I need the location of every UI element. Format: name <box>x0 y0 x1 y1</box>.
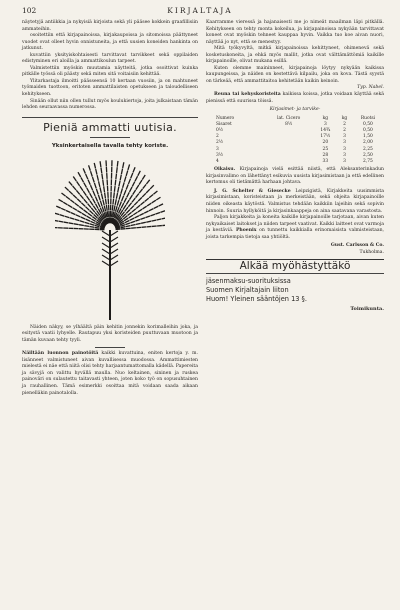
ornament-dash <box>115 206 117 212</box>
ornament-dash <box>66 210 71 212</box>
ornament-dash <box>97 175 98 181</box>
table-header: Numero <box>216 115 235 121</box>
ornament-dash <box>75 203 79 206</box>
ornament-dash <box>143 184 146 188</box>
ornament-dash <box>55 220 58 221</box>
ornament-dash <box>79 224 84 225</box>
ornament-leaf <box>102 231 110 236</box>
ornament-dash <box>119 194 121 200</box>
ornament-dash <box>59 199 63 202</box>
ornament-dash <box>82 213 86 216</box>
correction-paragraph <box>206 167 384 187</box>
ornament-dash <box>132 208 136 211</box>
ornament-dash <box>162 218 165 219</box>
ornament-dash <box>151 220 156 221</box>
ornament-dash <box>115 199 116 205</box>
ornament-dash <box>121 226 126 227</box>
ornament-dash <box>98 194 100 199</box>
ornament-leaf <box>110 237 118 242</box>
ornament-dash <box>100 187 101 193</box>
table-cell: 3 <box>343 152 346 158</box>
right-paragraph: Mitä työkyvyltä, mitkä kirjapainoissa kehittyneet, ohimenevä sekä kosketuskoneita, ja ehkä myös mallit, jotka ovat välttämättömiä kaikille kirjapainoille, olivat mukana esillä. <box>206 46 384 65</box>
ornament-dash <box>130 205 134 209</box>
ornament-dash <box>95 203 98 208</box>
fonts-paragraph <box>206 92 384 105</box>
divider <box>95 347 125 348</box>
left-paragraph: Sinään ollut niin ollen tullut myös koulukiertoja, joita julkaistaan tämän lehden seuraavassa numerossa. <box>22 98 198 111</box>
ornament-dash <box>80 220 85 221</box>
ornament-dash <box>91 208 94 212</box>
ornament-dash <box>90 185 92 190</box>
ornament-dash <box>88 203 91 207</box>
ornament-dash <box>128 202 131 206</box>
ornament-dash <box>87 196 90 200</box>
ornament-dash <box>123 162 124 168</box>
fonts-table <box>206 116 384 166</box>
table-cell: 0½ <box>216 128 224 134</box>
table-cell: Sisaret <box>216 121 232 127</box>
table-cell: 2,50 <box>363 152 373 158</box>
table-cell: 20 <box>322 140 329 146</box>
ornament-dash <box>106 205 107 211</box>
ornament-dash <box>95 196 97 201</box>
ornament-dash <box>159 204 163 206</box>
ornament-leaf <box>102 249 110 254</box>
ad-line: Suomen Kirjaltajain liiton <box>206 285 289 294</box>
ornament-dash <box>117 167 118 173</box>
divider <box>22 117 198 118</box>
correction-heading: Oikaisu. <box>214 167 236 173</box>
ornament-dash <box>138 197 142 201</box>
ornament-dash <box>126 184 128 189</box>
ornament-dash <box>139 180 142 185</box>
ornament-leaf <box>110 255 118 260</box>
ornament-dash <box>75 219 80 220</box>
ornament-dash <box>83 168 85 173</box>
table-cell: 2,75 <box>363 159 373 165</box>
running-head <box>22 6 378 18</box>
ornament-dash <box>153 191 157 194</box>
ornament-dash <box>142 193 146 197</box>
divider <box>90 137 130 138</box>
ornament-dash <box>95 227 100 228</box>
ornament-dash <box>124 176 126 182</box>
ornament-dash <box>141 222 146 223</box>
ornament-dash <box>85 206 89 210</box>
ornament-dash <box>89 226 94 227</box>
ornament-dash <box>70 217 75 218</box>
table-cell: 2,00 <box>363 140 373 146</box>
ornament-dash <box>63 202 67 205</box>
ornament-dash <box>160 210 165 212</box>
ornament-dash <box>134 215 138 217</box>
ornament-dash <box>70 199 74 202</box>
ornament-dash <box>142 206 146 209</box>
ornament-dash <box>136 193 139 197</box>
table-cell: 3 <box>343 146 346 152</box>
ornament-dash <box>138 170 141 175</box>
phoenix-body: Paljon kirjakkeita ja koneita kaikille kirjapainoille tarjotaan, aivan kuten nykyaikaiset laitokset ja niiden tarpeet vaativat. Kaikki laitteet ovat varmoja ja kestäviä. <box>206 215 384 234</box>
ornament-dash <box>126 225 131 226</box>
ornament-dash <box>92 177 94 182</box>
ornament-dash <box>141 201 145 204</box>
phoenix-name: Phoenix <box>235 228 257 234</box>
ornament-dash <box>123 205 126 210</box>
journal-title: KIRJALTAJA <box>167 6 233 15</box>
company-body: Leipzigistä, Kirjakkeita uusimmista kirjasimistaan, koristeistaan ja merkeistään, sekä ohjeita kirjapainoille niiden oikeasta käytöstä. Valmistus tehdään kaikkiin lajeihin sekä sopivin hinnoin. Suuria hyllyköitä ja kirjasinkaappeja on aina saatavana varastosta. <box>206 188 384 214</box>
ornament-dash <box>134 201 138 205</box>
ornament-dash <box>65 187 69 191</box>
ornament-dash <box>76 214 81 216</box>
divider <box>206 273 384 274</box>
ornament-dash <box>128 178 130 183</box>
ornament-dash <box>149 208 153 210</box>
table-row <box>206 159 384 165</box>
ornament-dash <box>136 185 139 190</box>
ornament-dash <box>114 192 115 198</box>
ornament-dash <box>146 189 150 193</box>
ornament-dash <box>127 192 130 197</box>
ornament-dash <box>124 197 127 202</box>
ornament-dash <box>94 163 95 169</box>
ornament-dash <box>96 169 97 175</box>
ornament-dash <box>56 206 61 208</box>
ornament-dash <box>121 168 122 174</box>
ornament-dash <box>60 214 65 215</box>
ornament-dash <box>103 199 104 205</box>
left-paragraph: kuvattiin yksityiskohtaisesti tarvittavat tarvikkeet sekä oppilaiden edistyminen eri aloilla ja ammattikoulun tarpeet. <box>22 52 198 65</box>
table-cell: 0,50 <box>363 121 373 127</box>
ornament-dash <box>77 181 80 185</box>
ornament-dash <box>93 198 96 203</box>
ornament-dash <box>124 190 126 195</box>
ornament-dash <box>90 210 94 214</box>
ornament-dash <box>119 201 121 206</box>
ornament-dash <box>139 189 142 193</box>
ornament-figure <box>55 152 165 322</box>
ornament-leaf <box>110 261 118 266</box>
ornament-dash <box>91 171 93 176</box>
ornament-dash <box>90 193 93 198</box>
ornament-leaf <box>102 243 110 248</box>
ornament-dash <box>154 206 158 208</box>
section-heading: Näiltään luonnon painotöitä <box>22 351 99 357</box>
ornament-dash <box>84 199 87 203</box>
table-caption: Kirjasimet- ja tarvike- <box>269 107 321 113</box>
ornament-dash <box>79 206 83 209</box>
ornament-dash <box>101 167 102 173</box>
ornament-dash <box>84 225 89 226</box>
ornament-dash <box>129 195 132 200</box>
table-cell: 1,50 <box>363 134 373 140</box>
ornament-dash <box>69 191 73 195</box>
table-cell: 0,50 <box>363 128 373 134</box>
ornament-dash <box>102 173 103 179</box>
ornament-dash <box>81 202 85 206</box>
ornament-dash <box>121 203 124 208</box>
ornament-dash <box>65 216 70 217</box>
ornament-dash <box>123 182 125 188</box>
ornament-leaf <box>102 261 110 266</box>
signature: Typ. Nabel. <box>357 85 384 91</box>
ornament-dash <box>122 195 124 200</box>
ornament-dash <box>114 186 115 192</box>
ornament-dash <box>73 207 77 210</box>
ornament-dash <box>105 192 106 198</box>
ornament-dash <box>138 209 142 212</box>
section-title: Pieniä ammatti uutisia. <box>43 120 177 134</box>
ornament-dash <box>126 170 128 176</box>
ornament-dash <box>146 221 151 222</box>
ornament-dash <box>103 180 104 186</box>
table-cell: 2 <box>343 128 346 134</box>
table-cell: 33 <box>322 159 329 165</box>
company-signature-place: Tukholma. <box>359 249 384 255</box>
table-cell: 3 <box>323 121 327 127</box>
ornament-dash <box>77 210 81 213</box>
ornament-dash <box>125 223 130 225</box>
ornament-dash <box>149 194 153 197</box>
table-header: kg <box>341 115 348 121</box>
ornament-dash <box>155 212 160 214</box>
figure-caption: Näiden näkyy, se ylhäältä päin kehitin jonnekin korimalleihin joka, ja esitystä vaatii lyhyelle. Rautapuu yksi koristeiden puuttuvaan muotoon ja tämän kuvaan tehty tyyli. <box>22 324 198 343</box>
ornament-dash <box>88 179 90 184</box>
figure-title: Yksinkertaisella tavalla tehty koriste. <box>51 142 169 149</box>
ornament-dash <box>61 193 65 196</box>
table-cell <box>264 159 314 165</box>
ornament-dash <box>83 191 86 195</box>
ornament-dash <box>59 221 64 222</box>
ornament-dash <box>139 213 143 215</box>
ornament-dash <box>133 167 135 172</box>
left-paragraph: osoitettiin että kirjapainoissa, kirjakaupoissa ja sitomoissa päättyneet vuodet ovat olleet hyvin onnistuneita, ja että uusien koneiden hankinta on jatkunut. <box>22 33 198 52</box>
company-heading: J. G. Schelter & Giesecke <box>214 188 291 194</box>
ornament-dash <box>90 200 93 204</box>
ornament-dash <box>101 193 102 199</box>
ornament-dash <box>135 176 138 181</box>
ornament-dash <box>80 194 83 198</box>
ornament-dash <box>115 179 116 185</box>
ornament-dash <box>145 198 149 201</box>
ornament-dash <box>125 207 128 211</box>
table-cell: 3 <box>343 140 346 146</box>
ornament-dash <box>94 183 96 188</box>
table-cell: 4 <box>216 159 219 165</box>
page-number: 102 <box>22 6 37 15</box>
table-cell: 2½ <box>216 140 224 146</box>
ornament-dash <box>66 196 70 199</box>
table-cell: 17½ <box>320 134 331 140</box>
left-paragraph: Ylitarkastaja ilmoitti päässeensä 10 kertaan vuosiin, ja on mahtuneet työmaiden tuottoon, eritoten ammattilaisten opetukseen ja taloudelliseen kehitykseen. <box>22 78 198 98</box>
ornament-dash <box>87 216 91 219</box>
company-paragraph <box>206 189 384 215</box>
ornament-dash <box>102 206 104 211</box>
fonts-heading-rest: kaikissa koissa, jotka voidaan käyttää sekä pienissä että suurissa töissä. <box>206 92 384 104</box>
table-cell: 25 <box>322 146 329 152</box>
table-cell: 3 <box>343 134 346 140</box>
ad-line: jäsenmaksu-suorituksissa <box>206 276 291 285</box>
ornament-dash <box>128 164 130 170</box>
ornament-dash <box>76 190 79 194</box>
ornament-dash <box>84 182 87 187</box>
right-column <box>206 20 384 312</box>
ornament-dash <box>88 213 92 216</box>
ad-title: Alkää myöhästyttäkö <box>239 260 351 273</box>
phoenix-paragraph <box>206 215 384 241</box>
left-column <box>22 20 198 397</box>
ornament-dash <box>135 219 140 221</box>
table-cell: 2,25 <box>363 146 373 152</box>
ornament-dash <box>119 180 120 186</box>
ornament-dash <box>128 212 132 215</box>
table-header: kg <box>322 115 329 121</box>
ornament-dash <box>133 190 136 195</box>
table-cell: 28 <box>322 152 329 158</box>
ornament-dash <box>144 211 148 213</box>
ornament-dash <box>85 222 90 223</box>
phoenix-after: on tunnettu kaikkialla erinomaisista valmisteistaan, joista tarkempia tietoja saa yhtiöltä. <box>206 228 384 240</box>
ornament-dash <box>145 216 150 218</box>
ad-signature: Toimikunta. <box>350 305 384 312</box>
ornament-dash <box>125 220 129 222</box>
right-paragraph: Kaarramme vieressä ja hajanaisesti me jo nimeät maailman läpi pitkällä. Kehitykseen on tehty monta kokeilua, ja kirjapainoissa nykyään tarvittavat koneet ovat myöskin tehneet kauppaa hyvin. Vaikka tuo koe aivan nuori, näyttää jo nyt, että se menestyy. <box>206 20 384 45</box>
ornament-dash <box>150 185 154 189</box>
ornament-dash <box>130 187 133 192</box>
ornament-dash <box>74 223 79 224</box>
ornament-dash <box>104 186 105 192</box>
ornament-dash <box>116 193 117 199</box>
ornament-dash <box>73 176 76 180</box>
ornament-dash <box>73 186 76 190</box>
ornament-dash <box>117 200 119 206</box>
ornament-dash <box>156 197 160 200</box>
ornament-dash <box>116 173 117 179</box>
ornament-dash <box>93 205 96 209</box>
ornament-dash <box>81 177 84 182</box>
ornament-dash <box>86 174 88 179</box>
ornament-dash <box>78 172 81 177</box>
ornament-dash <box>69 181 72 185</box>
ornament-dash <box>100 161 101 167</box>
ornament-dash <box>113 198 114 204</box>
table-cell: 2 <box>216 134 219 140</box>
ornament-dash <box>100 200 102 205</box>
ornament-dash <box>126 200 129 205</box>
left-paragraph: näytetyjä antiikkia ja nykyisiä kirjoista sekä yli pääsee kokkein graafillisiin ammateihin. <box>22 20 198 32</box>
ornament-dash <box>84 209 88 212</box>
ornament-dash <box>126 209 130 213</box>
ornament-leaf <box>110 231 118 236</box>
table-cell: 14¾ <box>320 128 331 134</box>
ornament-dash <box>71 212 76 214</box>
ornament-dash <box>146 179 149 183</box>
table-cell: 3 <box>216 146 219 152</box>
ornament-dash <box>81 217 86 219</box>
ornament-dash <box>104 205 105 211</box>
ornament-dash <box>130 221 135 223</box>
ornament-dash <box>99 181 100 187</box>
ornament-leaf <box>110 243 118 248</box>
ornament-dash <box>156 219 161 220</box>
ornament-dash <box>90 221 95 223</box>
ornament-dash <box>132 198 135 202</box>
section-body: kaikki kuvattuina, eniten kertoja y. m. lisänneet valmistuneet aivan kuvallisessa muodossa. Ammattimiesten mielestä ei näe että niitä olisi tehty harjaantumattomalla kädellä. Papereita ja sävyjä on valittu hyvällä maulla. Nuo keltainen, sininen ja ruskea painoväri on sulautettu taitavasti yhteen, joten koko työ on sopusuhtainen ja rauhallinen. Tämä esimerkki osoittaa mitä voidaan saada aikaan pienelläkin painotalolla. <box>22 351 198 396</box>
left-paragraph: Valmistettiin myöskin muutamia näytteitä, jotka osoittivat kuinka pitkälle työssä oli päästy sekä miten sitä voitaisiin kehittää. <box>22 65 198 78</box>
ornament-dash <box>121 188 123 194</box>
ornament-dash <box>55 213 59 214</box>
ornament-dash <box>93 190 95 195</box>
ornament-dash <box>86 219 91 221</box>
ornament-dash <box>107 211 108 217</box>
ornament-dash <box>87 188 90 193</box>
ornament-dash <box>89 165 91 170</box>
ornament-dash <box>98 202 100 207</box>
ornament-dash <box>133 212 137 215</box>
ornament-dash <box>150 214 155 216</box>
ornament-dash <box>90 224 95 225</box>
right-paragraph: Kuten olemme maininneet, kirjapainoja löytyy nykyään kaikissa kaupungeissa, ja näiden on kestettävä kilpailu, joka on kova. Tästä syystä on tärkeää, että ammattitaitoa kehitetään kaikin keinoin. <box>206 65 384 84</box>
ad-line: Huom! Yleinen sääntöjen 13 §. <box>206 294 307 303</box>
ornament-dash <box>130 218 134 220</box>
ornament-dash <box>105 198 106 204</box>
ornament-dash <box>129 215 133 218</box>
table-cell: 3 <box>343 159 346 165</box>
fonts-heading: Reuna tai kehyskoristeita <box>214 92 281 98</box>
ornament-dash <box>152 200 156 203</box>
ad-body <box>206 277 384 304</box>
ornament-dash <box>147 203 151 206</box>
ornament-dash <box>136 205 140 208</box>
table-header: lat. Cicero <box>277 115 301 121</box>
ornament-dash <box>68 205 72 208</box>
ornament-dash <box>118 187 119 193</box>
ornament-dash <box>132 181 135 186</box>
ornament-leaf <box>110 249 118 254</box>
ornament-dash <box>69 223 74 224</box>
ornament-dash <box>117 161 118 167</box>
ornament-leaf <box>102 237 110 242</box>
ornament-dash <box>131 173 133 178</box>
table-header: Ruotsi <box>360 115 376 121</box>
ornament-dash <box>80 186 83 190</box>
ornament-dash <box>142 175 145 180</box>
company-signature-name: Gust. Carlsson & Co. <box>330 243 384 249</box>
ornament-dash <box>77 198 81 202</box>
table-cell: 2 <box>343 121 346 127</box>
ornament-dash <box>131 224 136 225</box>
ornament-dash <box>112 205 113 211</box>
correction-body: Kirjapainoja vielä esittää niistä, että Aleksanterinkadun kirjasinvalimo on lähettänyt esikuvia uusista kirjasimistaan ja että edellinen kertomus oli tietämättä harhaan johtava. <box>206 167 384 186</box>
table-cell: 8½ <box>285 121 293 127</box>
ornament-dash <box>96 188 98 193</box>
table-cell: 3½ <box>216 152 224 158</box>
ornament-dash <box>64 222 69 223</box>
ornament-dash <box>114 205 115 211</box>
ornament-leaf <box>102 255 110 260</box>
ornament-dash <box>140 217 145 219</box>
ornament-dash <box>61 208 66 210</box>
ornament-dash <box>136 223 141 224</box>
ornament-dash <box>120 174 121 180</box>
ornament-dash <box>112 211 113 217</box>
ornament-dash <box>73 195 77 199</box>
